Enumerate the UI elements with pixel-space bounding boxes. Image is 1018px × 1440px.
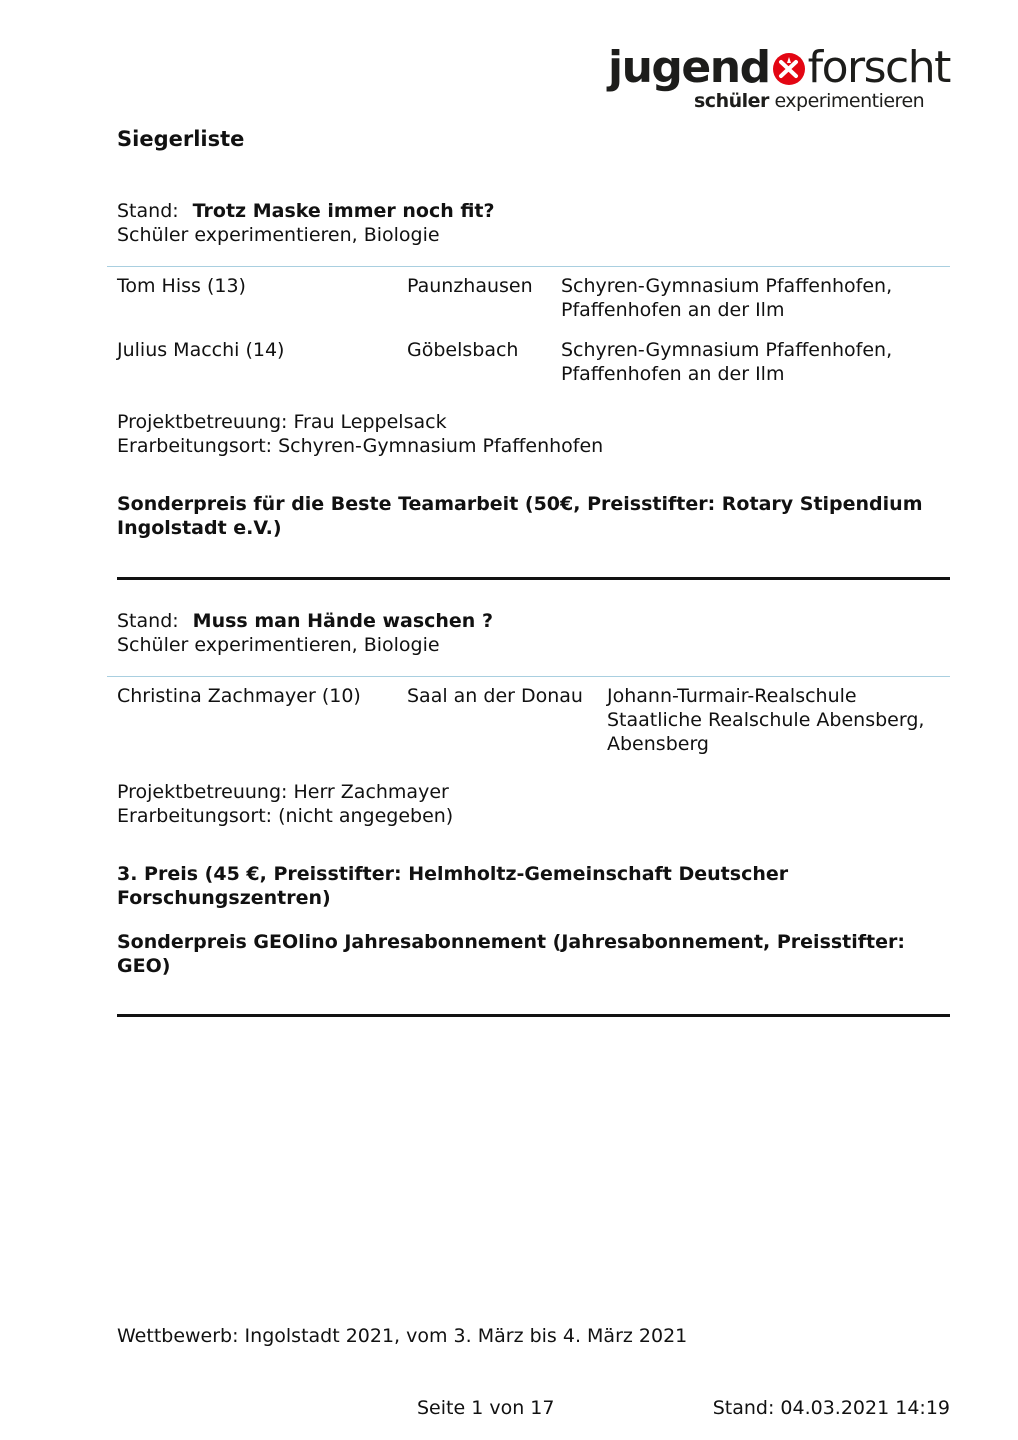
logo-brand-right: forscht [807,42,950,93]
logo-subtitle [694,90,924,112]
competition-info: Wettbewerb: Ingolstadt 2021, vom 3. März bis 4. März 2021 [117,1325,688,1347]
logo-sub-rest: experimentieren [774,90,925,112]
jugend-forscht-logo [608,44,953,114]
prize-line: Sonderpreis für die Beste Teamarbeit (50€, Preisstifter: Rotary Stipendium [117,493,923,515]
participant-school-city: Pfaffenhofen an der Ilm [561,299,785,321]
participant-town: Paunzhausen [407,275,533,297]
section-separator [117,577,950,580]
prize-line: Forschungszentren) [117,887,331,909]
participant-name: Christina Zachmayer (10) [117,685,361,707]
participant-school-city: Abensberg [607,733,709,755]
stand-label: Stand: [117,200,179,222]
workplace: Erarbeitungsort: Schyren-Gymnasium Pfaffenhofen [117,435,604,457]
participant-name: Julius Macchi (14) [117,339,285,361]
entry-1-category: Schüler experimentieren, Biologie [117,224,440,246]
document-date: Stand: 04.03.2021 14:19 [712,1397,950,1419]
star-cross-icon [772,48,806,82]
supervision: Projektbetreuung: Herr Zachmayer [117,781,449,803]
entry-1-stand [117,199,495,223]
project-title: Muss man Hände waschen ? [192,610,493,632]
participant-school: Schyren-Gymnasium Pfaffenhofen, [561,275,893,297]
participant-school-2: Staatliche Realschule Abensberg, [607,709,925,731]
prize-line: Sonderpreis GEOlino Jahresabonnement (Jahresabonnement, Preisstifter: [117,931,905,953]
divider [107,676,950,677]
participant-name: Tom Hiss (13) [117,275,246,297]
project-title: Trotz Maske immer noch fit? [192,200,495,222]
stand-label: Stand: [117,610,179,632]
page-title: Siegerliste [117,127,245,151]
participant-school: Johann-Turmair-Realschule [607,685,857,707]
page-number: Seite 1 von 17 [417,1397,555,1419]
participant-town: Göbelsbach [407,339,519,361]
prize-line: 3. Preis (45 €, Preisstifter: Helmholtz-Gemeinschaft Deutscher [117,863,789,885]
section-separator [117,1014,950,1017]
entry-2-category: Schüler experimentieren, Biologie [117,634,440,656]
participant-town: Saal an der Donau [407,685,583,707]
participant-school-city: Pfaffenhofen an der Ilm [561,363,785,385]
prize-line: GEO) [117,955,171,977]
entry-2-stand [117,609,493,633]
divider [107,266,950,267]
logo-brand-left: jugend [608,42,770,93]
supervision: Projektbetreuung: Frau Leppelsack [117,411,447,433]
workplace: Erarbeitungsort: (nicht angegeben) [117,805,454,827]
participant-school: Schyren-Gymnasium Pfaffenhofen, [561,339,893,361]
prize-line: Ingolstadt e.V.) [117,517,282,539]
logo-sub-bold: schüler [694,90,769,112]
